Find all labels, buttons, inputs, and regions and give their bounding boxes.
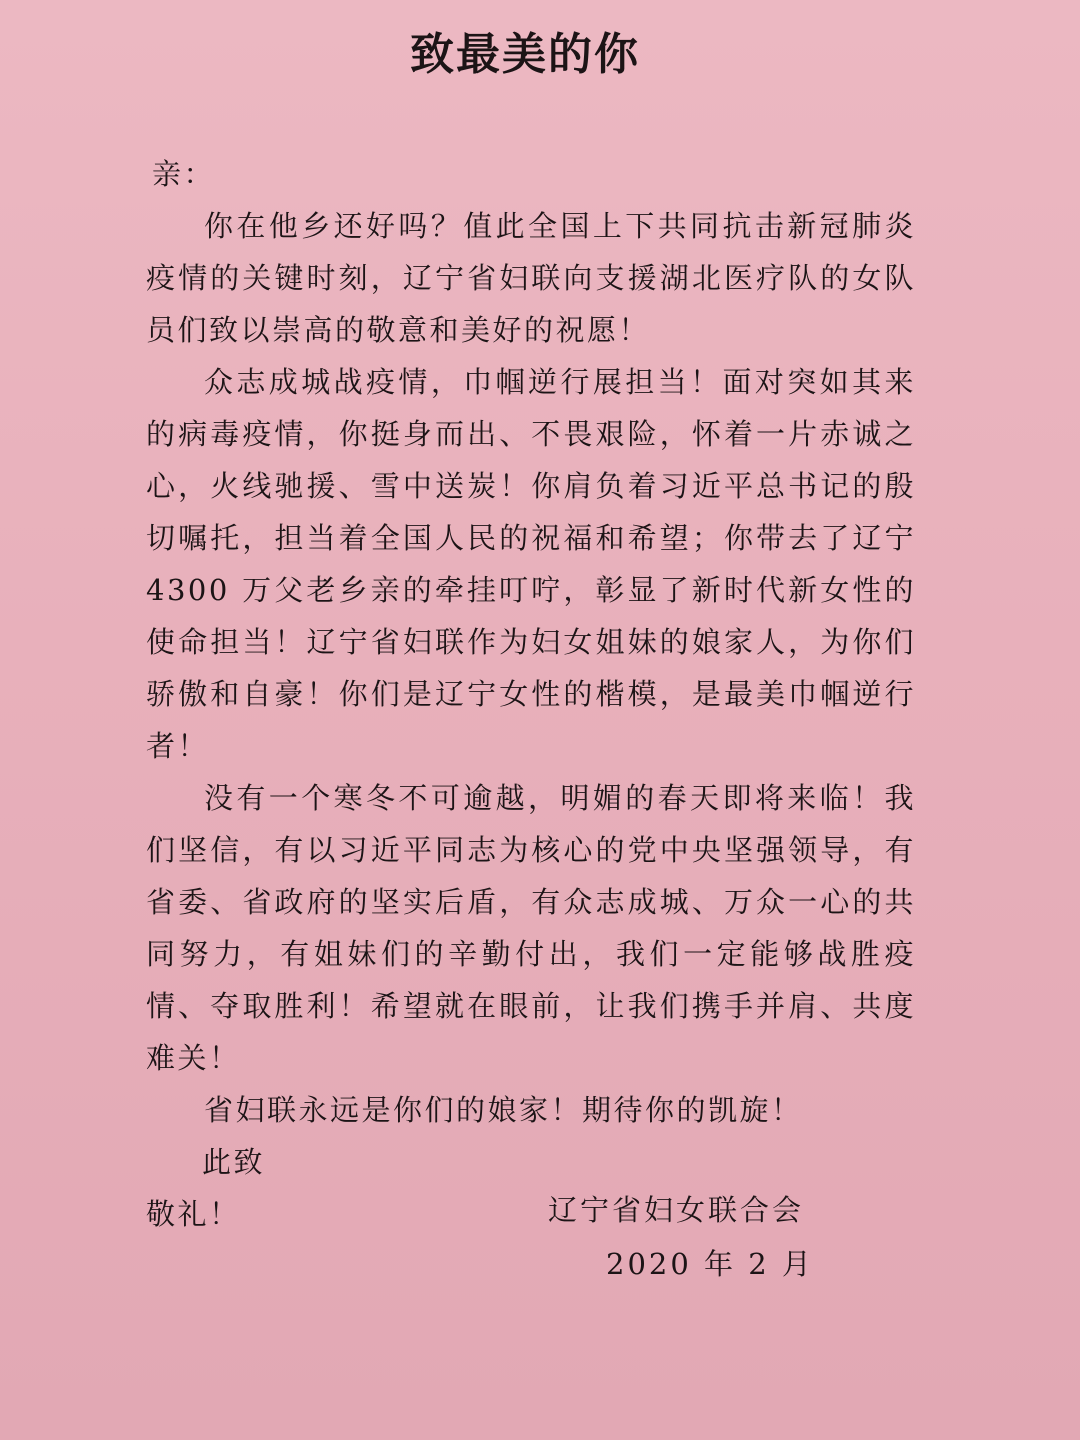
closing-jingli: 敬礼！ [146,1197,241,1231]
paragraph-2: 众志成城战疫情，巾帼逆行展担当！面对突如其来的病毒疫情，你挺身而出、不畏艰险，怀着一片赤诚之心，火线驰援、雪中送炭！你肩负着习近平总书记的殷切嘱托，担当着全国人民的祝福和希望；你带去了辽宁 4300 万父老乡亲的牵挂叮咛，彰显了新时代新女性的使命担当！辽宁省妇联作为妇女姐妹的娘家人，为你们骄傲和自豪！你们是辽宁女性的楷模，是最美巾帼逆行者！ [146,365,916,763]
signature: 辽宁省妇女联合会 [548,1193,805,1227]
salutation: 亲： [152,157,216,191]
paragraph-4: 省妇联永远是你们的娘家！期待你的凯旋！ [204,1093,803,1127]
letter-date: 2020 年 2 月 [606,1247,814,1281]
paragraph-1: 你在他乡还好吗？值此全国上下共同抗击新冠肺炎疫情的关键时刻，辽宁省妇联向支援湖北医疗队的女队员们致以崇高的敬意和美好的祝愿！ [146,209,916,347]
letter-title: 致最美的你 [410,29,640,80]
letter-body [146,148,916,1240]
closing-cizhi: 此致 [202,1145,266,1179]
paragraph-3: 没有一个寒冬不可逾越，明媚的春天即将来临！我们坚信，有以习近平同志为核心的党中央坚强领导，有省委、省政府的坚实后盾，有众志成城、万众一心的共同努力，有姐妹们的辛勤付出，我们一定能够战胜疫情、夺取胜利！希望就在眼前，让我们携手并肩、共度难关！ [146,781,916,1075]
